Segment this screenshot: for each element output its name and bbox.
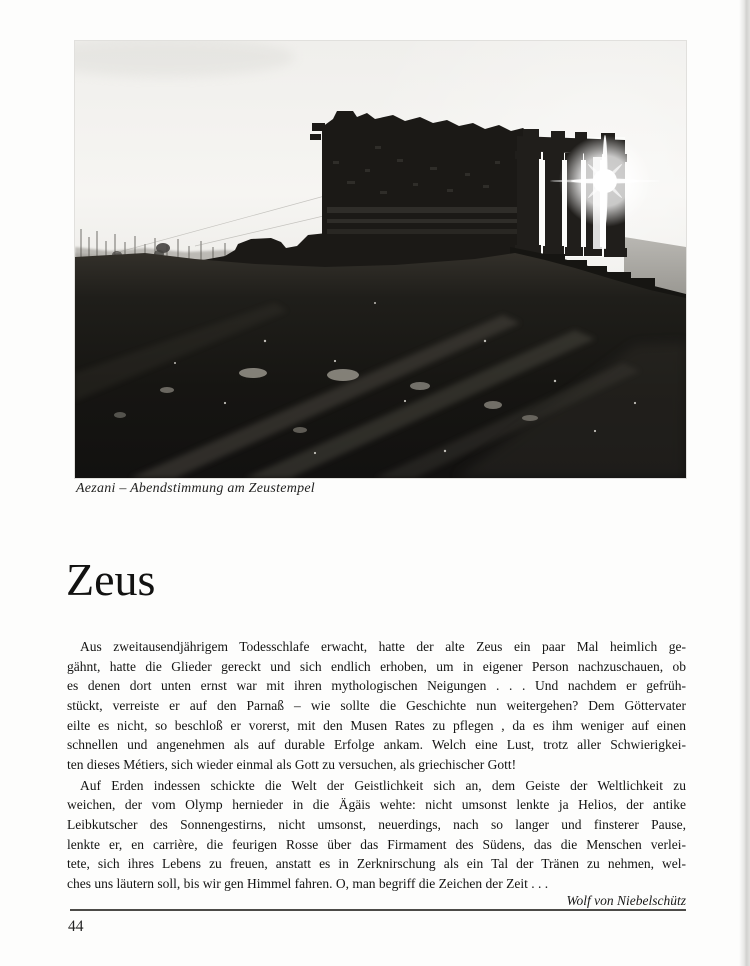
text-line: schnellen und angenehmen als auf durable Erfolge ankam. Welch eine Lust, trotz aller Schwierigkei- bbox=[67, 737, 686, 753]
page-number: 44 bbox=[68, 918, 84, 935]
text-line: ches uns läutern soll, bis wir gen Himmel fahren. O, man begriff die Zeichen der Zeit . . . bbox=[67, 875, 549, 891]
footer-rule bbox=[70, 909, 686, 911]
article-title: Zeus bbox=[66, 554, 156, 605]
text-line: Auf Erden indessen schickte die Welt der Geistlichkeit sich an, dem Geiste der Weltlichkeit zu bbox=[80, 777, 686, 793]
photo-caption: Aezani – Abendstimmung am Zeustempel bbox=[76, 481, 315, 496]
paragraph-1 bbox=[67, 637, 686, 775]
text-line: lenkte er, en carrière, die feurigen Rosse über das Firmament des Südens, das die Menschen verlei- bbox=[67, 836, 686, 852]
text-line: eilte es nicht, so beschloß er vorerst, mit den Musen Rates zu pflegen , da es ihm weniger auf einen bbox=[67, 717, 686, 733]
foreground-ground bbox=[75, 253, 686, 478]
page-edge-shadow bbox=[739, 0, 750, 966]
photo-figure bbox=[75, 41, 686, 478]
text-line: tete, sich ihres Lebens zu freuen, anstatt es in Zerknirschung als ein Tal der Tränen zu nehmen, wel- bbox=[67, 856, 686, 872]
text-line: stückt, verreiste er auf den Parnaß – wie sollte die Geschichte nun weitergehen? Dem Göttervater bbox=[67, 697, 686, 713]
text-line: Leibkutscher des Sonnengestirns, nicht umsonst, neuerdings, nach so langer und finsterer Pause, bbox=[67, 816, 686, 832]
text-line: es denen dort unten ernst war mit ihren mythologischen Neigungen . . . Und nachdem er gefrüh- bbox=[67, 678, 686, 694]
attribution: Wolf von Niebelschütz bbox=[566, 892, 686, 908]
photo-image bbox=[75, 41, 686, 478]
paragraph-2 bbox=[67, 776, 686, 894]
text-line: gähnt, hatte die Glieder gereckt und sich endlich erhoben, um in eigener Person nachzuschauen, ob bbox=[67, 658, 686, 674]
text-line: Aus zweitausendjährigem Todesschlafe erwacht, hatte der alte Zeus ein paar Mal heimlich ge- bbox=[80, 639, 686, 654]
text-line: weichen, der vom Olymp hernieder in die Ägäis wehte: nicht umsonst lenkte ja Helios, der antike bbox=[67, 797, 686, 813]
text-line: ten dieses Métiers, sich wieder einmal als Gott zu versuchen, als griechischer Gott! bbox=[67, 756, 517, 772]
article-body bbox=[67, 637, 686, 909]
